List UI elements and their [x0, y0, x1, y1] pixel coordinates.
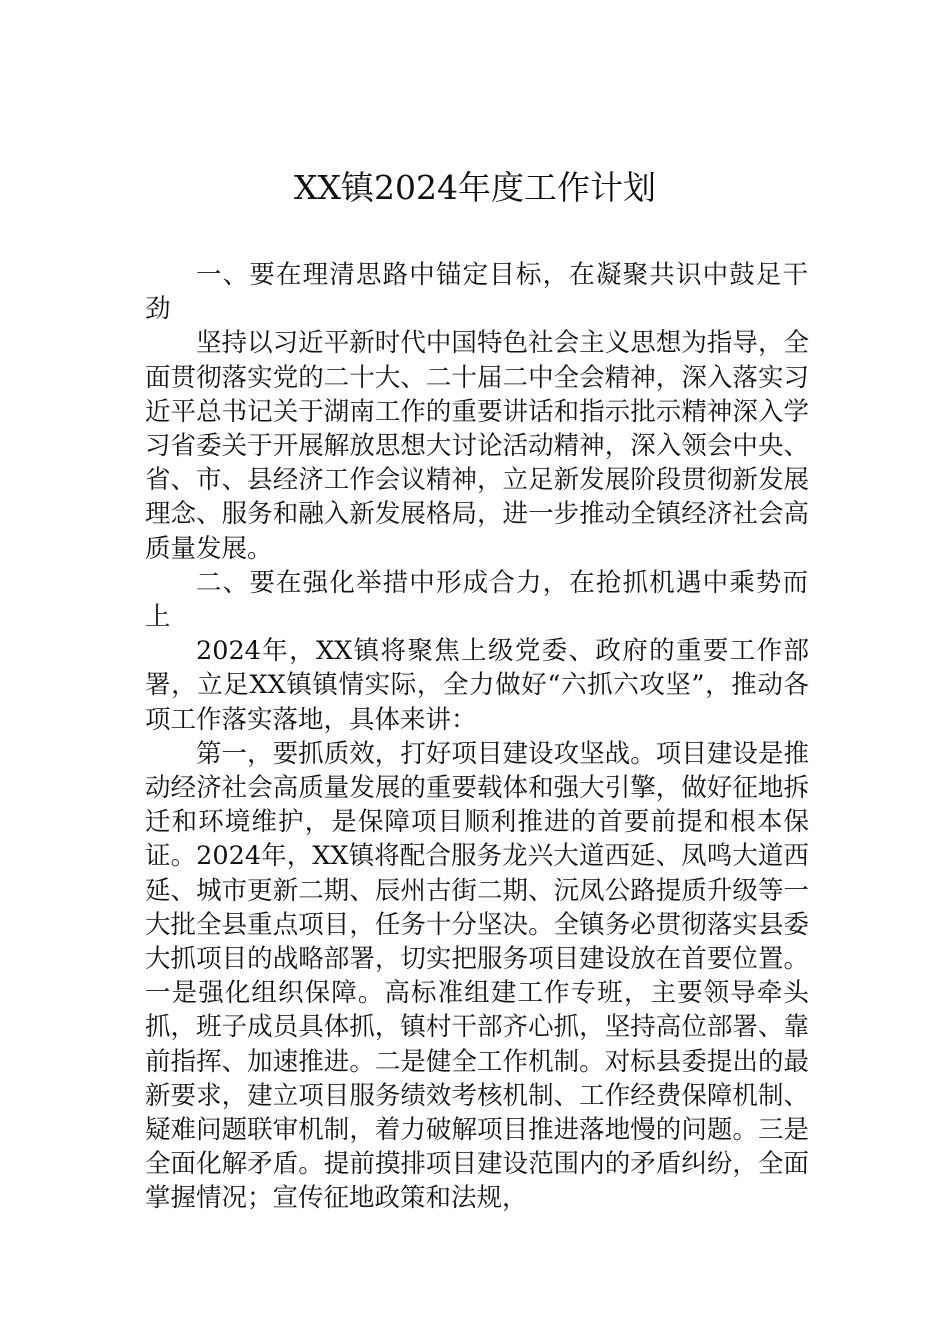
paragraph-overview-2024: 2024年，XX镇将聚焦上级党委、政府的重要工作部署，立足XX镇镇情实际，全力做好“六抓六攻坚”，推动各项工作落实落地，具体来讲： — [145, 636, 809, 735]
section-heading-1: 一、要在理清思路中锚定目标，在凝聚共识中鼓足干劲 — [145, 260, 809, 325]
paragraph-guiding-ideology: 坚持以习近平新时代中国特色社会主义思想为指导，全面贯彻落实党的二十大、二十届二中全会精神，深入落实习近平总书记关于湖南工作的重要讲话和指示批示精神深入学习省委关于开展解放思想大讨论活动精神，深入领会中央、省、市、县经济工作会议精神，立足新发展阶段贯彻新发展理念、服务和融入新发展格局，进一步推动全镇经济社会高质量发展。 — [145, 328, 809, 564]
document-title: XX镇2024年度工作计划 — [294, 168, 656, 207]
document-body — [145, 258, 809, 1216]
paragraph-first-project-construction: 第一，要抓质效，打好项目建设攻坚战。项目建设是推动经济社会高质量发展的重要载体和强大引擎，做好征地拆迁和环境维护，是保障项目顺利推进的首要前提和根本保证。2024年，XX镇将配合服务龙兴大道西延、凤鸣大道西延、城市更新二期、辰州古街二期、沅凤公路提质升级等一大批全县重点项目，任务十分坚决。全镇务必贯彻落实县委大抓项目的战略部署，切实把服务项目建设放在首要位置。一是强化组织保障。高标准组建工作专班，主要领导牵头抓，班子成员具体抓，镇村干部齐心抓，坚持高位部署、靠前指挥、加速推进。二是健全工作机制。对标县委提出的最新要求，建立项目服务绩效考核机制、工作经费保障机制、疑难问题联审机制，着力破解项目推进落地慢的问题。三是全面化解矛盾。提前摸排项目建设范围内的矛盾纠纷，全面掌握情况；宣传征地政策和法规， — [145, 738, 809, 1214]
section-heading-2: 二、要在强化举措中形成合力，在抢抓机遇中乘势而上 — [145, 567, 809, 633]
